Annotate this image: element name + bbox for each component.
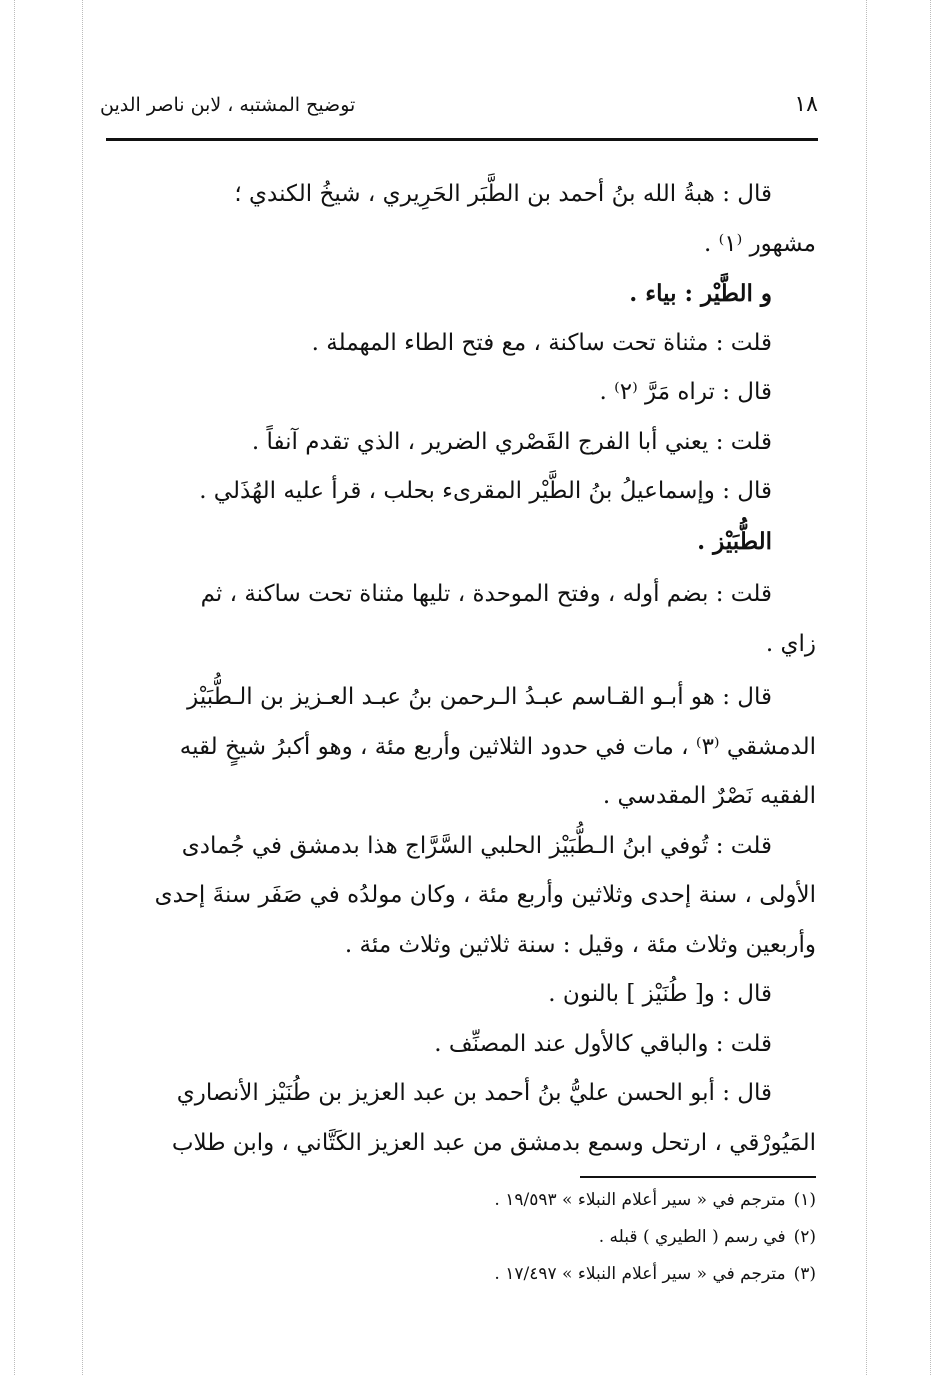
scan-edge-right-inner bbox=[866, 0, 867, 1375]
footnote-text: مترجم في « سير أعلام النبلاء » ١٧/٤٩٧ . bbox=[494, 1264, 786, 1284]
text-line: قال : و[ طُنَيْز ] بالنون . bbox=[548, 981, 772, 1007]
footnotes bbox=[300, 1182, 816, 1293]
text-line: قال : هو أبـو القـاسم عبـدُ الـرحمن بنُ عبـد العـزيز بن الـطُّبَيْز bbox=[187, 684, 772, 710]
text-line: مشهور ⁽١⁾ . bbox=[703, 230, 816, 257]
text-line: قلت : يعني أبا الفرج القَصْري الضرير ، الذي تقدم آنفاً . bbox=[251, 428, 772, 455]
text-line: قلت : مثناة تحت ساكنة ، مع فتح الطاء المهملة . bbox=[311, 329, 772, 356]
running-title: توضيح المشتبه ، لابن ناصر الدين bbox=[100, 94, 356, 116]
text-line: قال : هبةُ الله بنُ أحمد بن الطَّبَر الحَرِيري ، شيخُ الكندي ؛ bbox=[234, 181, 772, 207]
footnote-number: (٢) bbox=[793, 1227, 816, 1247]
footnote-text: مترجم في « سير أعلام النبلاء » ١٩/٥٩٣ . bbox=[494, 1190, 786, 1210]
text-line: قال : تراه مَرَّ ⁽٢⁾ . bbox=[599, 379, 772, 405]
page-header bbox=[100, 88, 818, 132]
footnote-rule bbox=[580, 1176, 816, 1178]
text-line: وأربعين وثلاث مئة ، وقيل : سنة ثلاثين وثلاث مئة . bbox=[344, 931, 816, 958]
text-line: قلت : بضم أوله ، وفتح الموحدة ، تليها مثناة تحت ساكنة ، ثم bbox=[200, 581, 772, 607]
header-rule bbox=[106, 138, 818, 141]
text-line: قلت : تُوفي ابنُ الـطُّبَيْز الحلبي السَّرَّاج هذا بدمشق في جُمادى bbox=[181, 832, 772, 859]
text-line: زاي . bbox=[765, 630, 816, 657]
text-line: قلت : والباقي كالأول عند المصنِّف . bbox=[434, 1030, 772, 1057]
footnote-number: (١) bbox=[793, 1190, 816, 1210]
main-text bbox=[106, 170, 816, 1160]
text-line: قال : أبو الحسن عليُّ بنُ أحمد بن عبد العزيز بن طُنَيْز الأنصاري bbox=[176, 1080, 772, 1106]
footnote bbox=[300, 1219, 816, 1256]
text-line: الأولى ، سنة إحدى وثلاثين وأربع مئة ، وكان مولدُه في صَفَر سنةَ إحدى bbox=[154, 882, 816, 908]
scan-edge-left-inner bbox=[82, 0, 83, 1375]
text-line: المَيُورْقي ، ارتحل وسمع بدمشق من عبد العزيز الكَتَّاني ، وابن طلاب bbox=[171, 1129, 816, 1156]
scan-edge-right bbox=[930, 0, 931, 1375]
text-line: و الطَّيْر : بياء . bbox=[629, 280, 772, 307]
text-line: الدمشقي ⁽٣⁾ ، مات في حدود الثلاثين وأربع مئة ، وهو أكبرُ شيخٍ لقيه bbox=[179, 733, 816, 760]
text-line: الفقيه نَصْرٌ المقدسي . bbox=[602, 783, 816, 809]
footnote-number: (٣) bbox=[793, 1264, 816, 1284]
page-number: ١٨ bbox=[794, 92, 818, 117]
footnote bbox=[300, 1256, 816, 1293]
footnote bbox=[300, 1182, 816, 1219]
entry-heading: الطُّبَيْز . bbox=[697, 527, 772, 555]
footnote-text: في رسم ( الطيري ) قبله . bbox=[598, 1227, 786, 1247]
scan-edge-left bbox=[14, 0, 15, 1375]
text-line: قال : وإسماعيلُ بنُ الطَّيْر المقرىء بحلب ، قرأ عليه الهُذَلي . bbox=[199, 478, 772, 504]
